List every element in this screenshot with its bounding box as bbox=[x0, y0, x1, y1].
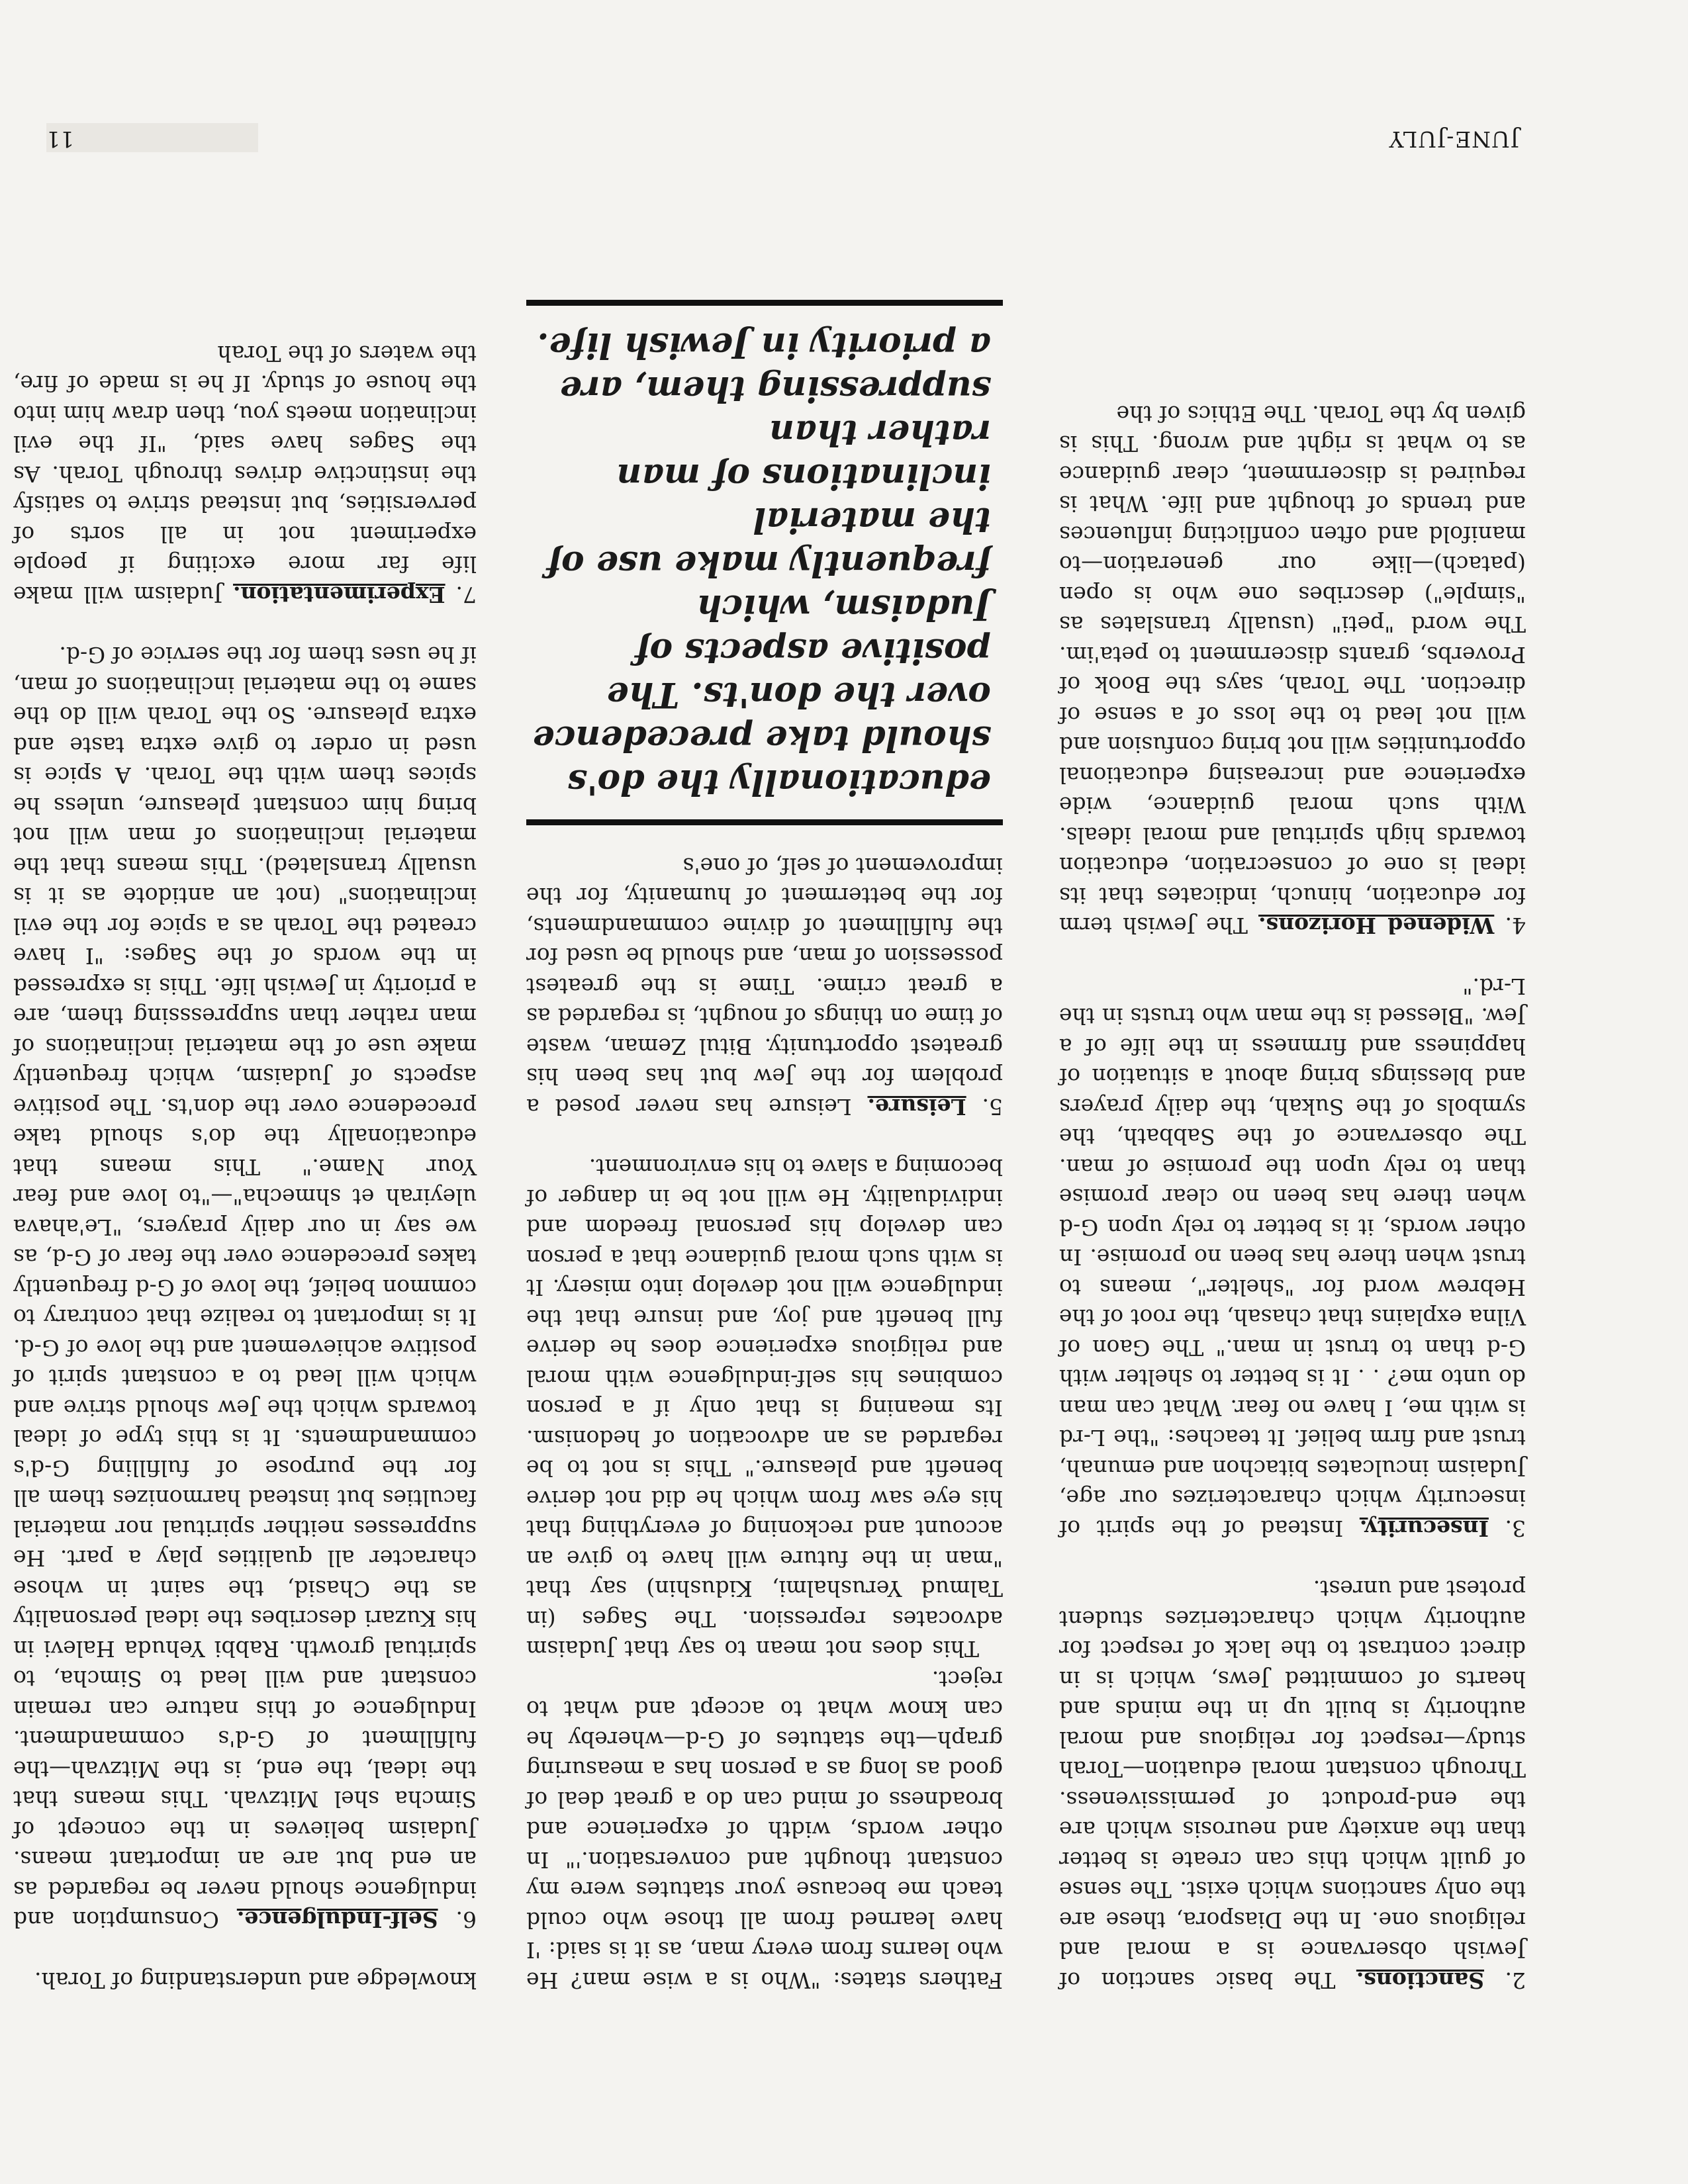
section-number: 6. bbox=[455, 1907, 477, 1933]
section-number: 4. bbox=[1505, 913, 1526, 939]
pull-quote: educationally the do's should take precedence over the don'ts. The positive aspects of Judaism, which frequently make use of the material inclinations of man rather than suppressing them, are a priority in Jewish life. bbox=[526, 300, 1003, 826]
section-leisure bbox=[526, 851, 1003, 1122]
section-body: The Jewish term for education, hinuch, indicates that its ideal is one of consecration, education towards high spiritual and moral ideals. With such moral guidance, wide experience and increasing educational opportunities will not bring confusion and will not lead to the loss of a sense of direction. The Torah, says the Book of Proverbs, grants discernment to peta'im. The word "peti" (usually translates as "simple") describes one who is open (patach)—like our generation—to manifold and often conflicting influences and trends of thought and life. What is required is discernment, clear guidance as to what is right and wrong. This is given by the Torah. The Ethics of the bbox=[1059, 401, 1526, 939]
section-heading: Leisure. bbox=[867, 1094, 966, 1120]
column-right bbox=[13, 339, 477, 1996]
column-left bbox=[1059, 399, 1526, 1996]
section-experimentation bbox=[13, 339, 477, 610]
section-body: Consumption and indulgence should never be regarded as an end but are an important means. Judaism believes in the concept of Simcha shel Mitzvah. This means that the ideal, the end, is the Mitzvah—the fulfillment of G-d's commandment. Indulgence of this nature can remain constant and will lead to Simcha, to spiritual growth. Rabbi Yehuda Halevi in his Kuzari describes the ideal personality as the Chasid, the saint in whose character all qualities play a part. He suppresses neither spiritual nor material faculties but instead harmonizes them all for the purpose of fulfilling G-d's commandments. It is this type of ideal towards which the Jew should strive and which will lead to a constant spirit of positive achievement and the love of G-d. It is important to realize that contrary to common belief, the love of G-d frequently takes precedence over the fear of G-d, as we say in our daily prayers, "Le'ahava uleyirah et shmecha"—"to love and fear Your Name." This means that educationally the do's should take precedence over the don'ts. The positive aspects of Judaism, which frequently make use of the material inclinations of man rather than suppresssing them, are a priority in Jewish life. This is expressed in the words of the Sages: "I have created the Torah as a spice for the evil inclinations" (not an antidote as it is usually translated). This means that the material inclinations of man will not bring him constant pleasure, unless he spices them with the Torah. A spice is used in order to give extra taste and extra pleasure. So the Torah will do the same to the material inclinations of man, if he uses them for the service of G-d. bbox=[13, 642, 477, 1933]
section-body: Judaism will make life far more exciting if people experiment not in all sorts of perversities, but instead strive to satisfy the instinctive drives through Torah. As the Sages have said, "If the evil inclination meets you, then draw him into the house of study. If he is made of fire, the waters of the Torah bbox=[13, 341, 477, 608]
section-widened-horizons bbox=[1059, 399, 1526, 941]
footer-band bbox=[46, 123, 258, 152]
section-heading: Sanctions. bbox=[1356, 1968, 1485, 1993]
section-insecurity bbox=[1059, 972, 1526, 1544]
section-body: Instead of the spirit of insecurity which characterizes our age, Judaism inculcates bitachon and emunah, trust and firm belief. It teaches: "the L-rd is with me, I have no fear. What can man do unto me? . . It is better to shelter with G-d than to trust in man." The Gaon of Vilna explains that chasah, the root of the Hebrew word for "shelter", means to trust when there has been no promise. In other words, it is better to rely upon G-d when there has been no clear promise than to rely upon the promise of man. The observance of the Sabbath, the symbols of the Sukah, the daily prayers and blessings bring about a situation of happiness and firmness in the life of a Jew. "Blessed is the man who trusts in the L-rd." bbox=[1058, 974, 1526, 1541]
column-middle bbox=[526, 274, 1003, 1996]
paragraph-repression: This does not mean to say that Judaism advocates repression. The Sages (in Talmud Yerushalmi, Kidushin) say that "man in the future will have to give an account and reckoning of everything that his eye saw from which he did not derive benefit and pleasure." This is not to be regarded as an advocation of hedonism. Its meaning is that only if a person combines his self-indulgence with moral and religious experience does he derive full benefit and joy, and insure that the indulgence will not develop into misery. It is with such moral guidance that a person can develop his personal freedom and individuality. He will not be in danger of becoming a slave to his environment. bbox=[526, 1154, 1003, 1662]
section-sanctions bbox=[1059, 1574, 1526, 1995]
paragraph-continued: knowledge and understanding of Torah. bbox=[34, 1968, 477, 1993]
section-heading: Insecurity. bbox=[1359, 1516, 1489, 1541]
section-body: Leisure has never posed a problem for the Jew but has been his greatest opportunity. Bitul Zeman, waste of time on things of nought, is regarded as a great crime. Time is the greatest possession of man, and should be used for the fulfillment of divine commandments, for the betterment of humanity, for the improvement of self, of one's bbox=[526, 853, 1003, 1120]
section-number: 5. bbox=[982, 1094, 1003, 1120]
section-number: 3. bbox=[1505, 1516, 1526, 1541]
page-number: 11 bbox=[46, 126, 74, 152]
section-number: 2. bbox=[1505, 1968, 1526, 1993]
section-heading: Self-Indulgence. bbox=[236, 1907, 438, 1933]
paragraph-continued: Fathers states: "Who is a wise man? He who learns from every man, as it is said: 'I have learned from all those who could teach me because your statutes were my constant thought and conversation.'" In other words, width of experience and broadness of mind can do a great deal of good as long as a person has a measuring graph—the statutes of G-d—whereby he can know what to accept and what to reject. bbox=[526, 1666, 1003, 1993]
section-heading: Experimentation. bbox=[233, 582, 445, 608]
footer-issue-month: JUNE-JULY bbox=[1388, 126, 1519, 152]
section-number: 7. bbox=[455, 582, 477, 608]
section-body: The basic sanction of Jewish observance is a moral and religious one. In the Diaspora, these are the only sanctions which exist. The sense of guilt which this can create is better than the anxiety and neurosis which are the end-product of permissiveness. Through constant moral eduation—Torah study—respect for religious and moral authority is built up in the minds and hearts of committed Jews, which is in direct contrast to the lack of respect for authority which characterizes student protest and unrest. bbox=[1059, 1576, 1526, 1993]
section-heading: Widened Horizons. bbox=[1258, 913, 1495, 939]
section-self-indulgence bbox=[13, 640, 477, 1935]
